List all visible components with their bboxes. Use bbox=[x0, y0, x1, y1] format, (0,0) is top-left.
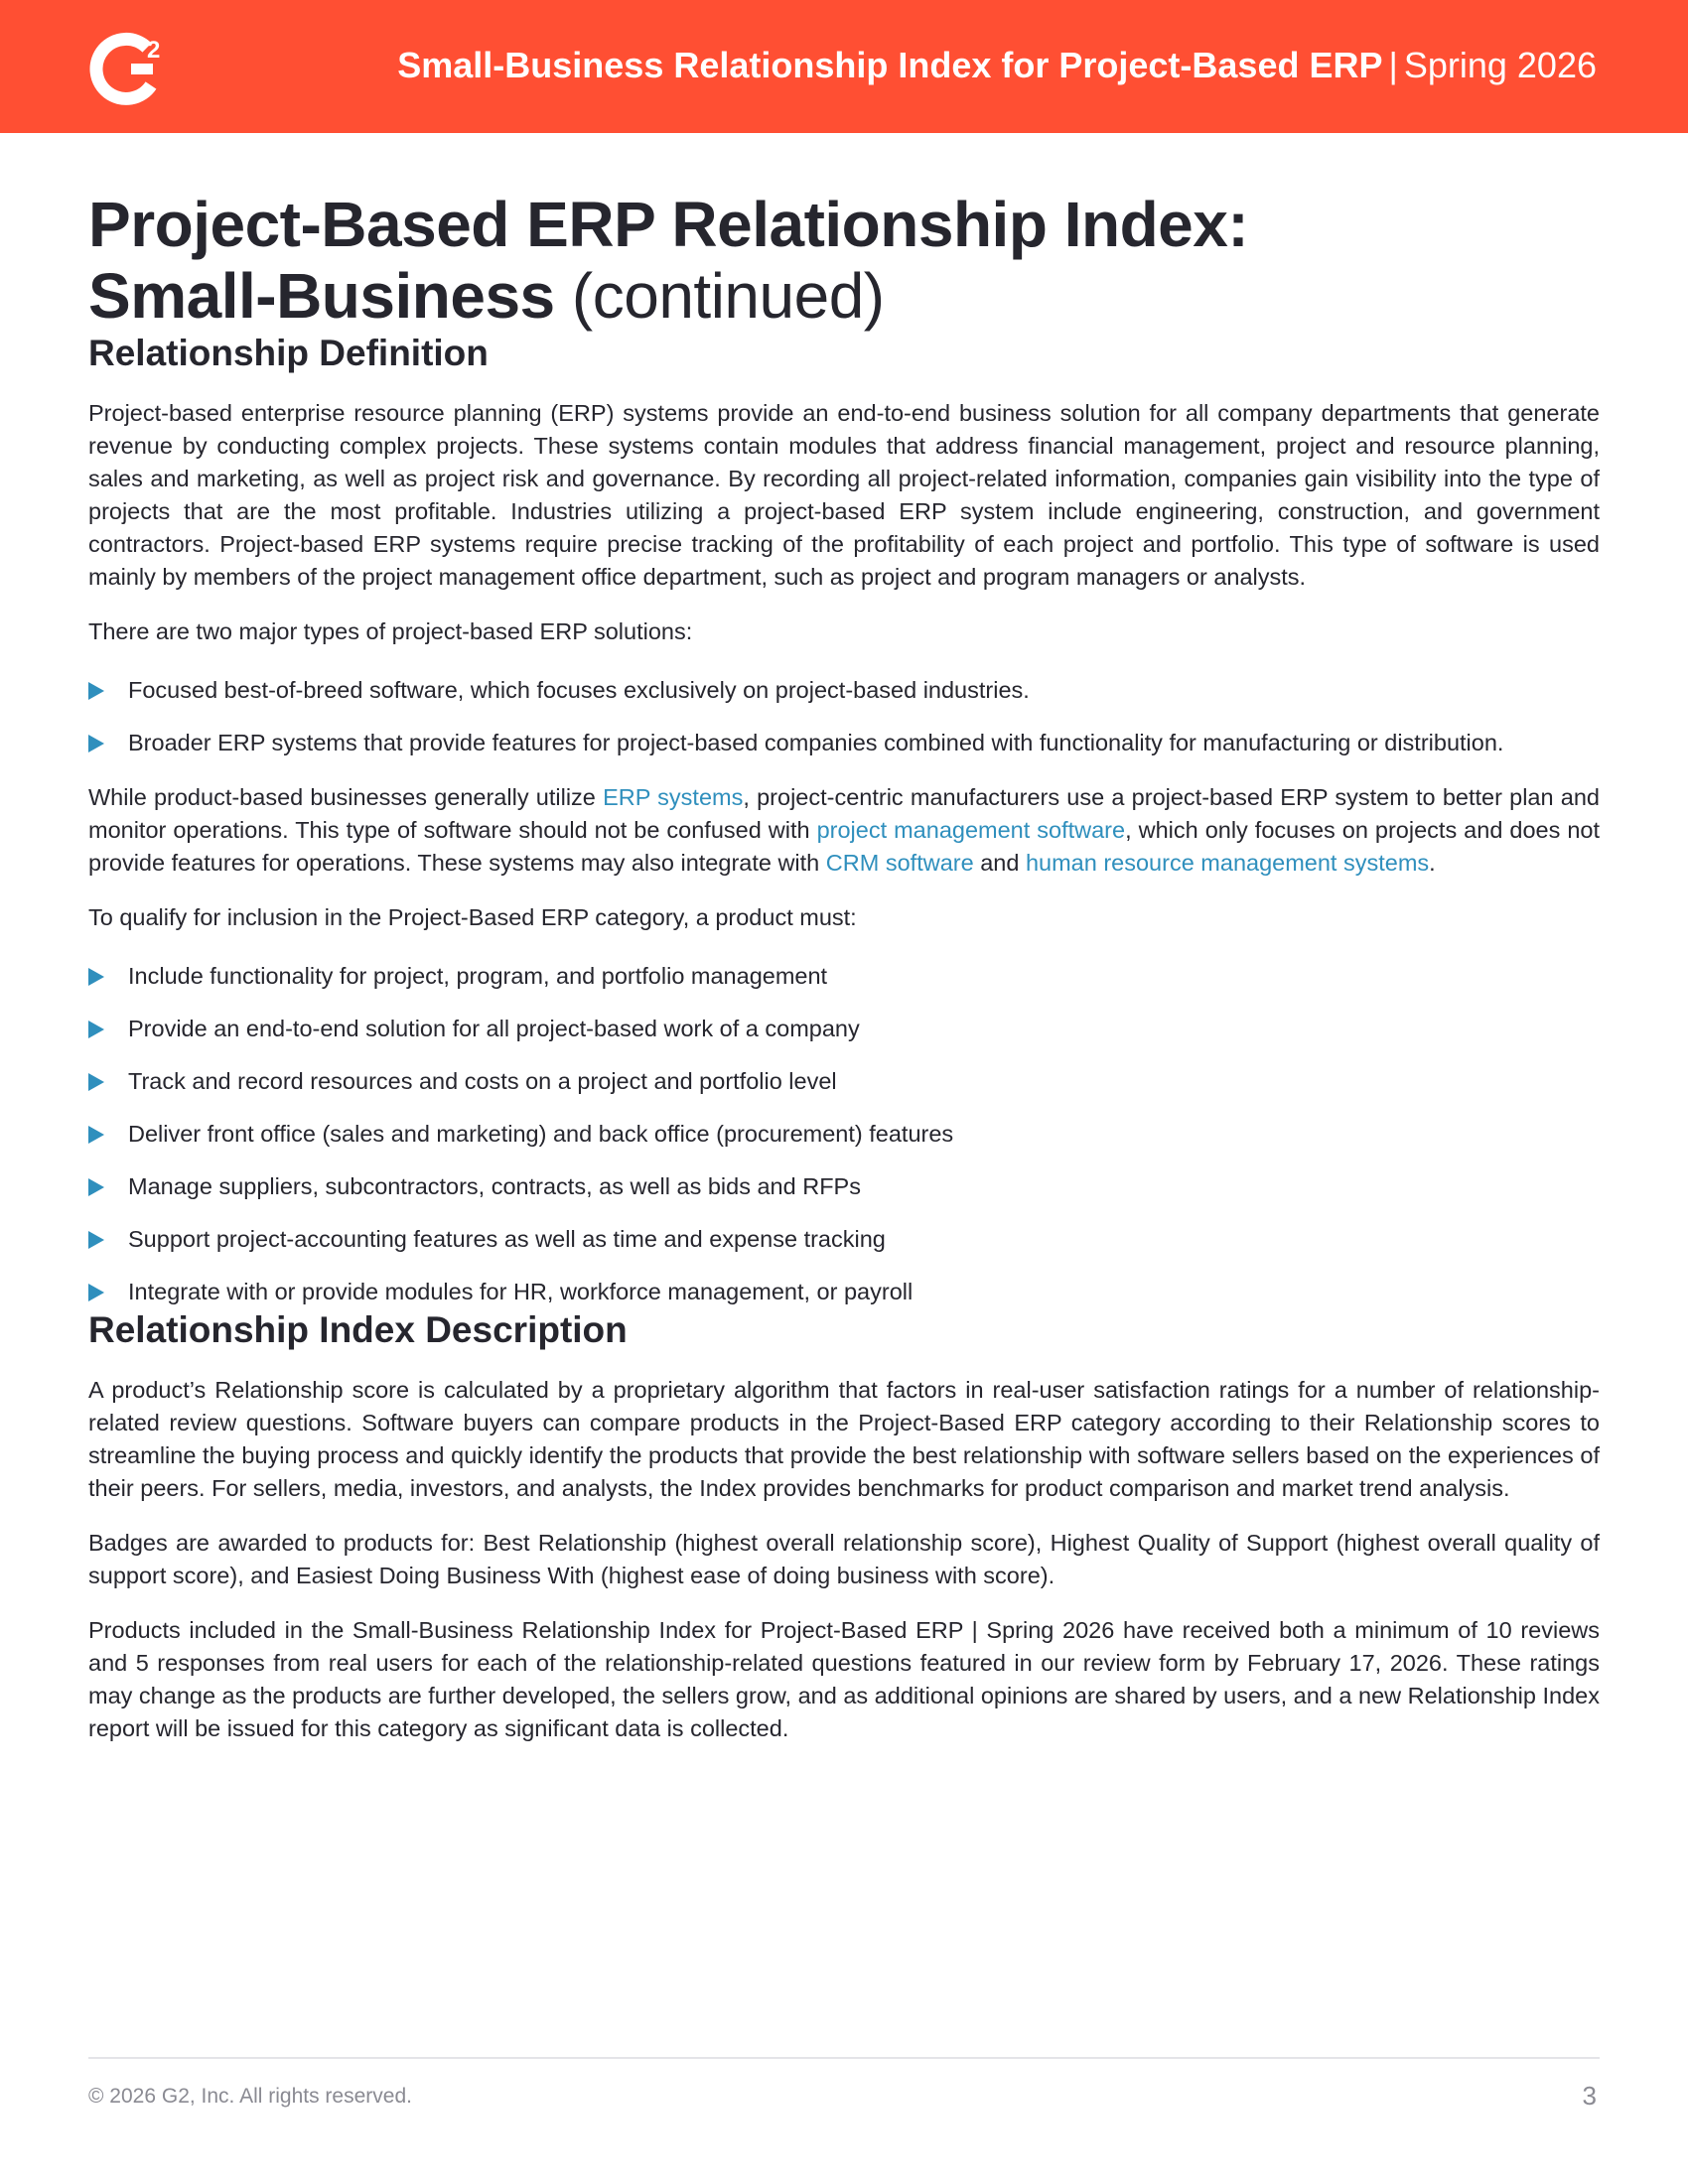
list-item-text: Broader ERP systems that provide features for project-based companies combined with functionality for manufacturing or distribution. bbox=[128, 730, 1504, 755]
project-management-software-link[interactable]: project management software bbox=[816, 817, 1126, 843]
report-header bbox=[0, 0, 1688, 133]
page-title-continued: (continued) bbox=[571, 260, 885, 332]
inclusion-criteria-list bbox=[88, 960, 1600, 1308]
list-item bbox=[88, 1276, 1600, 1308]
paragraph-text: While product-based businesses generally utilize bbox=[88, 784, 604, 810]
page-number: 3 bbox=[1582, 2081, 1597, 2111]
description-paragraph-3: Products included in the Small-Business Relationship Index for Project-Based ERP | Spring 2026 have received both a minimum of 10 reviews and 5 responses from real users for each of the relationship-related questions featured in our review form by February 17, 2026. These ratings may change as the products are further developed, the sellers grow, and as additional opinions are shared by users, and a new Relationship Index report will be issued for this category as significant data is collected. bbox=[88, 1617, 1600, 1741]
hr-management-systems-link[interactable]: human resource management systems bbox=[1025, 850, 1430, 876]
svg-text:2: 2 bbox=[147, 37, 161, 64]
relationship-definition-heading: Relationship Definition bbox=[88, 333, 489, 373]
bullet-triangle-icon bbox=[88, 1021, 104, 1038]
list-item-text: Focused best-of-breed software, which focuses exclusively on project-based industries. bbox=[128, 677, 1030, 703]
definition-paragraph-4: To qualify for inclusion in the Project-Based ERP category, a product must: bbox=[88, 904, 857, 930]
bullet-triangle-icon bbox=[88, 1073, 104, 1091]
paragraph-text: and bbox=[973, 850, 1026, 876]
list-item bbox=[88, 1170, 1600, 1203]
list-item bbox=[88, 674, 1600, 707]
bullet-triangle-icon bbox=[88, 1126, 104, 1144]
list-item bbox=[88, 960, 1600, 993]
erp-systems-link[interactable]: ERP systems bbox=[603, 784, 744, 810]
erp-types-list bbox=[88, 674, 1600, 759]
g2-logo bbox=[89, 28, 177, 107]
footer-divider bbox=[88, 2057, 1600, 2059]
list-item-text: Track and record resources and costs on a project and portfolio level bbox=[128, 1068, 837, 1094]
bullet-triangle-icon bbox=[88, 968, 104, 986]
paragraph-text: . bbox=[1429, 850, 1436, 876]
page-content bbox=[88, 189, 1600, 1745]
list-item bbox=[88, 1013, 1600, 1045]
list-item-text: Support project-accounting features as well as time and expense tracking bbox=[128, 1226, 886, 1252]
definition-paragraph-3 bbox=[88, 781, 1600, 880]
description-paragraph-1: A product’s Relationship score is calculated by a proprietary algorithm that factors in real-user satisfaction ratings for a number of relationship-related review questions. Software buyers can compare products in the Project-Based ERP category according to their Relationship scores to streamline the buying process and quickly identify the products that provide the best relationship with software sellers based on the experiences of their peers. For sellers, media, investors, and analysts, the Index provides benchmarks for product comparison and market trend analysis. bbox=[88, 1377, 1600, 1501]
definition-paragraph-1: Project-based enterprise resource planning (ERP) systems provide an end-to-end business solution for all company departments that generate revenue by conducting complex projects. These systems contain modules that address financial management, project and resource planning, sales and marketing, as well as project risk and governance. By recording all project-related information, companies gain visibility into the type of projects that are the most profitable. Industries utilizing a project-based ERP system include engineering, construction, and government contractors. Project-based ERP systems require precise tracking of the profitability of each project and portfolio. This type of software is used mainly by members of the project management office department, such as project and program managers or analysts. bbox=[88, 400, 1600, 590]
paragraph-text: , project-centric manufacturers use a project-based ERP system to better plan and monitor operations. This type of software should not be confused with bbox=[88, 784, 1600, 843]
list-item bbox=[88, 1065, 1600, 1098]
header-report-name: Small-Business Relationship Index for Project-Based ERP bbox=[397, 45, 1383, 85]
page-title bbox=[88, 189, 1600, 332]
bullet-triangle-icon bbox=[88, 735, 104, 752]
relationship-index-description-heading: Relationship Index Description bbox=[88, 1309, 628, 1350]
list-item bbox=[88, 1223, 1600, 1256]
crm-software-link[interactable]: CRM software bbox=[825, 850, 974, 876]
header-separator: | bbox=[1388, 45, 1398, 85]
page-title-line2-bold: Small-Business bbox=[88, 260, 555, 332]
header-season: Spring 2026 bbox=[1403, 45, 1597, 85]
list-item-text: Manage suppliers, subcontractors, contracts, as well as bids and RFPs bbox=[128, 1173, 861, 1199]
bullet-triangle-icon bbox=[88, 1284, 104, 1301]
bullet-triangle-icon bbox=[88, 682, 104, 700]
bullet-triangle-icon bbox=[88, 1231, 104, 1249]
footer-copyright: © 2026 G2, Inc. All rights reserved. bbox=[88, 2085, 412, 2108]
list-item bbox=[88, 1118, 1600, 1151]
page-title-line1: Project-Based ERP Relationship Index: bbox=[88, 189, 1249, 260]
header-title bbox=[397, 44, 1597, 87]
list-item-text: Deliver front office (sales and marketing) and back office (procurement) features bbox=[128, 1121, 954, 1147]
definition-paragraph-2: There are two major types of project-based ERP solutions: bbox=[88, 618, 693, 644]
paragraph-text: , which only focuses on projects and does not provide features for operations. These systems may also integrate with bbox=[88, 817, 1601, 876]
list-item bbox=[88, 727, 1600, 759]
list-item-text: Provide an end-to-end solution for all project-based work of a company bbox=[128, 1016, 860, 1041]
list-item-text: Include functionality for project, program, and portfolio management bbox=[128, 963, 828, 989]
description-paragraph-2: Badges are awarded to products for: Best Relationship (highest overall relationship score), Highest Quality of Support (highest overall quality of support score), and Easiest Doing Business With (highest ease of doing business with score). bbox=[88, 1530, 1600, 1588]
list-item-text: Integrate with or provide modules for HR, workforce management, or payroll bbox=[128, 1279, 914, 1304]
bullet-triangle-icon bbox=[88, 1178, 104, 1196]
